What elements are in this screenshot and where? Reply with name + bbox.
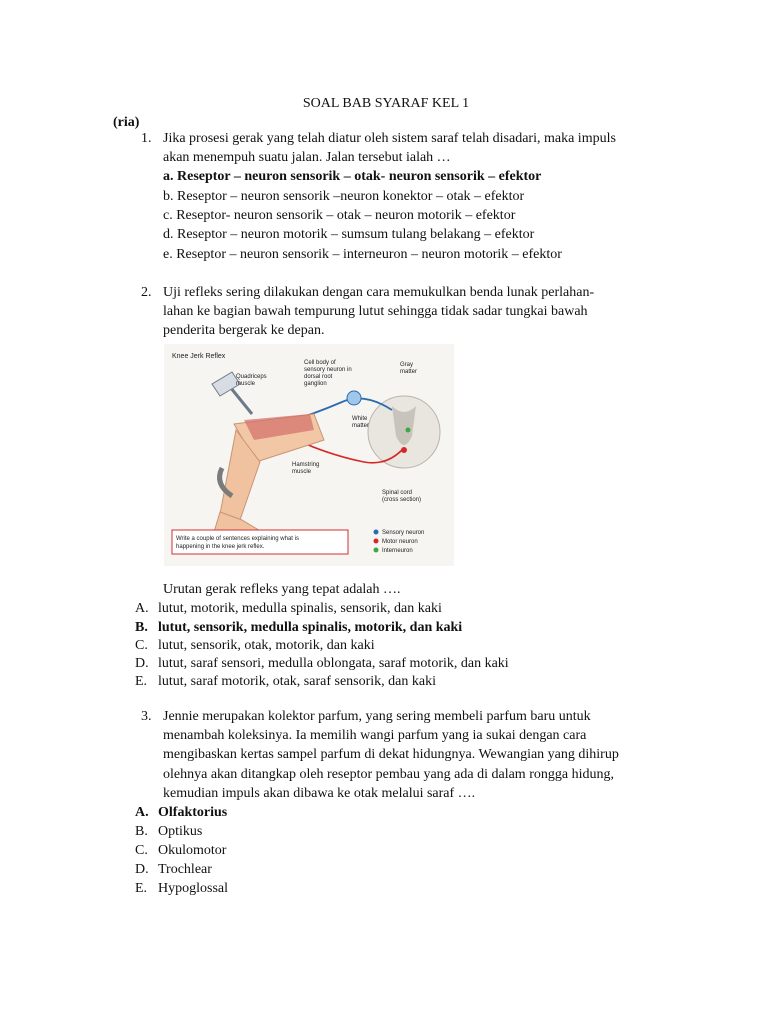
label-cell-body: dorsal root [304,374,333,380]
instruction-text: happening in the knee jerk reflex. [176,544,265,550]
question-2-option-d: lutut, saraf sensori, medulla oblongata, saraf motorik, dan kaki [158,656,509,671]
page-title: SOAL BAB SYARAF KEL 1 [302,96,470,111]
question-2-option-c: lutut, sensorik, otak, motorik, dan kaki [158,638,375,653]
label-gray-matter: Gray [400,362,414,368]
question-3-stem-line: olehnya akan ditangkap oleh reseptor pembau yang ada di dalam rongga hidung, [163,767,614,782]
question-3-stem-line: kemudian impuls akan dibawa ke otak melalui saraf …. [163,786,476,801]
label-white-matter: matter [352,423,370,429]
label-quadriceps: muscle [236,381,256,387]
legend-sensory-swatch [374,530,379,535]
question-2-option-b-letter: B. [135,620,148,635]
interneuron-cell [406,428,411,433]
question-3-option-c-letter: C. [135,843,148,858]
label-cell-body: sensory neuron in [304,367,352,373]
question-3-option-a-letter: A. [135,805,149,820]
question-1-option-e: e. Reseptor – neuron sensorik – interneuron – neuron motorik – efektor [163,247,562,262]
figure-title: Knee Jerk Reflex [172,353,226,360]
question-1-stem-line: akan menempuh suatu jalan. Jalan tersebut ialah … [163,150,451,165]
instruction-text: Write a couple of sentences explaining what is [176,536,299,542]
knee-jerk-reflex-diagram [164,344,454,566]
question-3-option-c: Okulomotor [158,843,227,858]
label-white-matter: White [352,416,368,422]
question-1-option-d: d. Reseptor – neuron motorik – sumsum tulang belakang – efektor [163,227,535,242]
question-3-option-e-letter: E. [135,881,148,896]
question-2-prompt: Urutan gerak refleks yang tepat adalah …. [163,582,401,597]
question-3-option-b: Optikus [158,824,203,839]
label-gray-matter: matter [400,369,418,375]
question-3-stem-line: Jennie merupakan kolektor parfum, yang sering membeli parfum baru untuk [163,709,591,724]
question-1-stem-line: Jika prosesi gerak yang telah diatur oleh sistem saraf telah disadari, maka impuls [163,131,616,146]
question-3-option-d-letter: D. [135,862,149,877]
question-3-stem-line: menambah koleksinya. Ia memilih wangi parfum yang ia sukai dengan cara [163,728,587,743]
question-1-option-b: b. Reseptor – neuron sensorik –neuron konektor – otak – efektor [163,189,525,204]
author-tag: (ria) [113,115,140,130]
question-2-stem-line: lahan ke bagian bawah tempurung lutut sehingga tidak sadar tungkai bawah [163,304,588,319]
legend-interneuron-swatch [374,548,379,553]
question-2-stem-line: penderita bergerak ke depan. [163,323,325,338]
knee-jerk-reflex-figure [164,344,454,566]
label-hamstring: Hamstring [292,462,320,468]
question-2-option-d-letter: D. [135,656,149,671]
legend-interneuron-label: Interneuron [382,548,413,554]
question-2-option-a-letter: A. [135,601,149,616]
question-2-option-c-letter: C. [135,638,148,653]
label-hamstring: muscle [292,469,312,475]
label-quadriceps: Quadriceps [236,374,267,380]
question-1-option-a: a. Reseptor – neuron sensorik – otak- neuron sensorik – efektor [163,169,542,184]
question-1-option-c: c. Reseptor- neuron sensorik – otak – neuron motorik – efektor [163,208,516,223]
question-2-option-b: lutut, sensorik, medulla spinalis, motorik, dan kaki [158,620,463,635]
question-2-option-e-letter: E. [135,674,148,689]
question-2-stem-line: Uji refleks sering dilakukan dengan cara memukulkan benda lunak perlahan- [163,285,595,300]
question-3-option-e: Hypoglossal [158,881,228,896]
question-3-option-b-letter: B. [135,824,148,839]
question-2-option-a: lutut, motorik, medulla spinalis, sensorik, dan kaki [158,601,442,616]
question-3-option-d: Trochlear [158,862,212,877]
label-spinal-cord: Spinal cord [382,490,413,496]
legend-motor-swatch [374,539,379,544]
label-spinal-cord: (cross section) [382,497,422,503]
question-3-option-a: Olfaktorius [158,805,228,820]
legend-sensory-label: Sensory neuron [382,530,425,536]
question-2-option-e: lutut, saraf motorik, otak, saraf sensorik, dan kaki [158,674,436,689]
label-cell-body: Cell body of [304,360,336,366]
question-2-number: 2. [141,285,152,300]
question-3-number: 3. [141,709,152,724]
label-cell-body: ganglion [304,381,327,387]
dorsal-root-ganglion [347,391,361,405]
legend-motor-label: Motor neuron [382,539,418,545]
question-1-number: 1. [141,131,152,146]
question-3-stem-line: mengibaskan kertas sampel parfum di dekat hidungnya. Wewangian yang dihirup [163,747,619,762]
instruction-box [172,530,348,554]
